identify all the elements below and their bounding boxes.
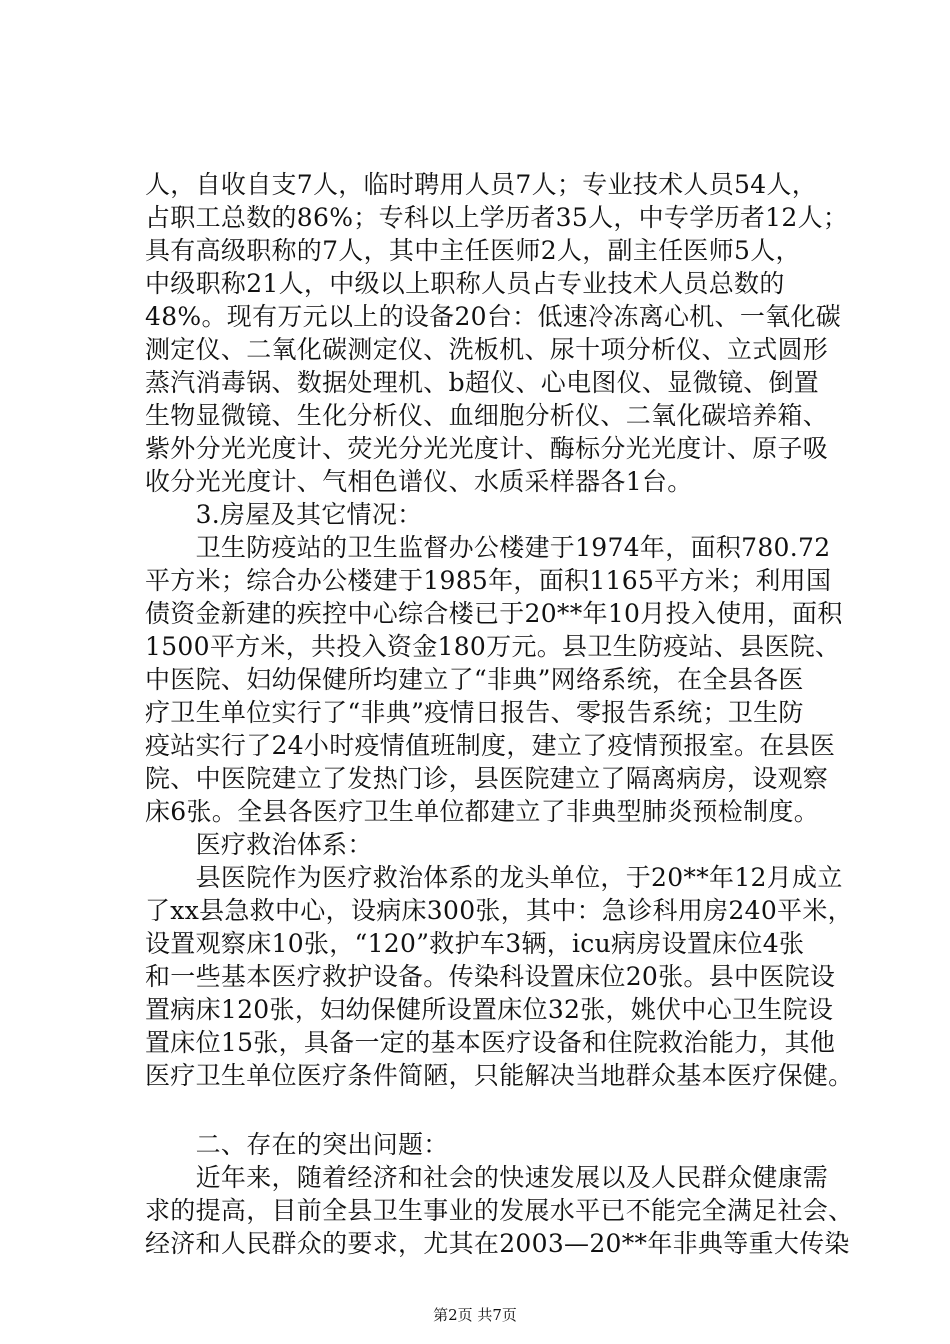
text-line: 具有高级职称的7人，其中主任医师2人，副主任医师5人， <box>145 236 801 265</box>
text-line: 蒸汽消毒锅、数据处理机、b超仪、心电图仪、显微镜、倒置 <box>145 368 820 397</box>
text-line: 医疗卫生单位医疗条件简陋，只能解决当地群众基本医疗保健。 <box>145 1061 854 1090</box>
text-line: 近年来，随着经济和社会的快速发展以及人民群众健康需 <box>145 1163 829 1192</box>
text-line: 1500平方米，共投入资金180万元。县卫生防疫站、县医院、 <box>145 632 841 661</box>
text-line: 卫生防疫站的卫生监督办公楼建于1974年，面积780.72 <box>145 533 831 562</box>
text-line: 设置观察床10张，“120”救护车3辆，icu病房设置床位4张 <box>145 929 805 958</box>
text-line: 平方米；综合办公楼建于1985年，面积1165平方米；利用国 <box>145 566 832 595</box>
text-line: 了xx县急救中心，设病床300张，其中：急诊科用房240平米， <box>145 896 853 925</box>
section-heading: 二、存在的突出问题： <box>145 1130 449 1159</box>
text-line: 债资金新建的疾控中心综合楼已于20**年10月投入使用，面积 <box>145 599 843 628</box>
text-line: 中级职称21人，中级以上职称人员占专业技术人员总数的 <box>145 269 785 298</box>
text-line: 求的提高，目前全县卫生事业的发展水平已不能完全满足社会、 <box>145 1196 854 1225</box>
text-line: 置病床120张，妇幼保健所设置床位32张，姚伏中心卫生院设 <box>145 995 834 1024</box>
text-line: 48%。现有万元以上的设备20台：低速冷冻离心机、一氧化碳 <box>145 302 842 331</box>
page-footer: 第2页 共7页 <box>433 1306 517 1324</box>
text-line: 中医院、妇幼保健所均建立了“非典”网络系统，在全县各医 <box>145 665 804 694</box>
text-line: 经济和人民群众的要求，尤其在2003—20**年非典等重大传染 <box>145 1229 850 1258</box>
text-line: 和一些基本医疗救护设备。传染科设置床位20张。县中医院设 <box>145 962 836 991</box>
text-line: 置床位15张，具备一定的基本医疗设备和住院救治能力，其他 <box>145 1028 836 1057</box>
text-line: 疫站实行了24小时疫情值班制度，建立了疫情预报室。在县医 <box>145 731 836 760</box>
section-heading: 3.房屋及其它情况： <box>145 500 423 529</box>
text-line: 床6张。全县各医疗卫生单位都建立了非典型肺炎预检制度。 <box>145 797 820 826</box>
text-line: 收分光光度计、气相色谱仪、水质采样器各1台。 <box>145 467 693 496</box>
text-line: 占职工总数的86%；专科以上学历者35人，中专学历者12人； <box>145 203 849 232</box>
text-line: 测定仪、二氧化碳测定仪、洗板机、尿十项分析仪、立式圆形 <box>145 335 829 364</box>
text-line: 人，自收自支7人，临时聘用人员7人；专业技术人员54人， <box>145 170 818 199</box>
section-heading: 医疗救治体系： <box>145 830 373 859</box>
text-line: 紫外分光光度计、荧光分光光度计、酶标分光光度计、原子吸 <box>145 434 829 463</box>
text-line: 院、中医院建立了发热门诊，县医院建立了隔离病房，设观察 <box>145 764 829 793</box>
text-line: 疗卫生单位实行了“非典”疫情日报告、零报告系统；卫生防 <box>145 698 804 727</box>
text-line: 县医院作为医疗救治体系的龙头单位，于20**年12月成立 <box>145 863 843 892</box>
text-line: 生物显微镜、生化分析仪、血细胞分析仪、二氧化碳培养箱、 <box>145 401 829 430</box>
